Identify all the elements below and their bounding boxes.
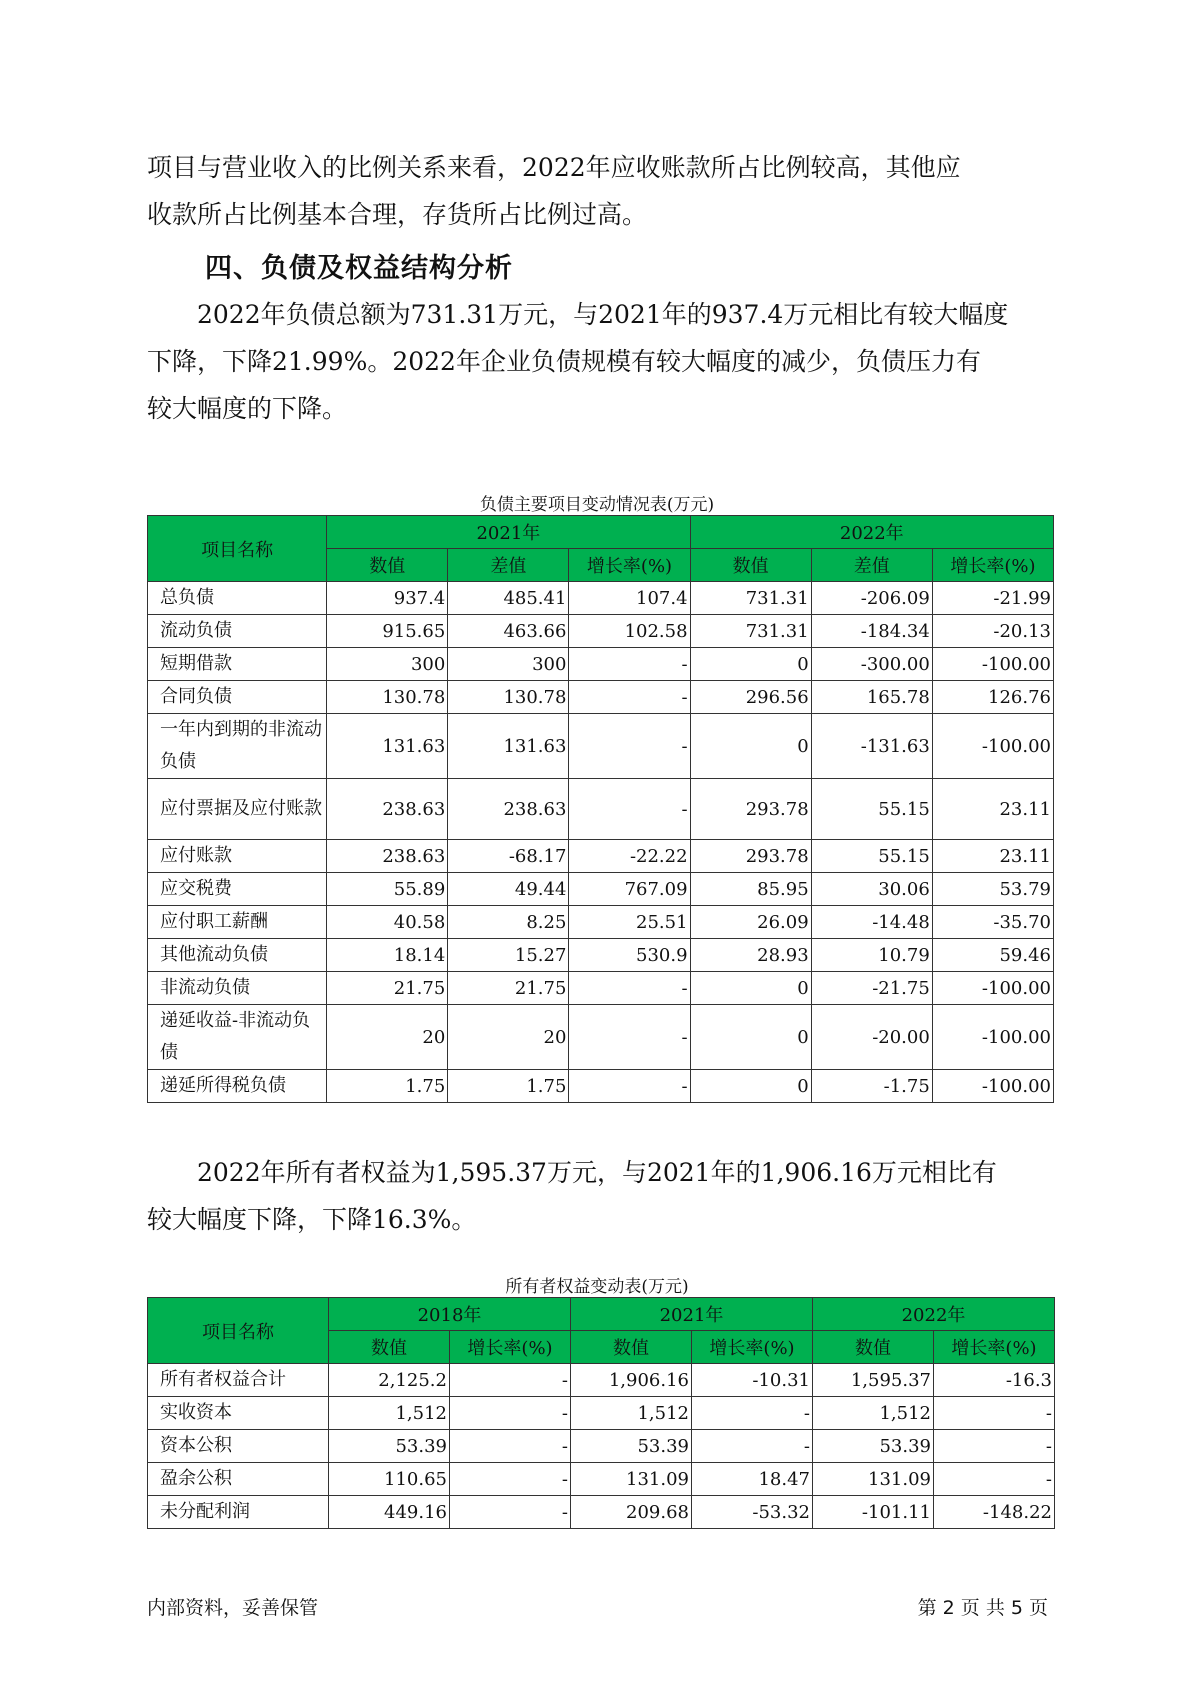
liabilities-table	[147, 515, 1054, 1103]
table-cell: 1,595.37	[813, 1364, 934, 1397]
equity-table-body	[148, 1364, 1055, 1529]
table-row	[148, 615, 1054, 648]
liab-subheader: 增长率(%)	[932, 549, 1053, 582]
table-cell: -	[692, 1397, 813, 1430]
table-cell: 15.27	[448, 939, 569, 972]
table-cell: -101.11	[813, 1496, 934, 1529]
row-label: 合同负债	[148, 681, 327, 714]
table-cell: 449.16	[329, 1496, 450, 1529]
table-cell: 165.78	[811, 681, 932, 714]
table-cell: 28.93	[690, 939, 811, 972]
table-cell: 0	[690, 972, 811, 1005]
table-row	[148, 1005, 1054, 1070]
table-cell: -	[569, 1005, 690, 1070]
table-row	[148, 1496, 1055, 1529]
table-cell: 1,512	[329, 1397, 450, 1430]
table-cell: -	[934, 1430, 1055, 1463]
liab-header-year-2021: 2021年	[327, 516, 690, 549]
table-cell: -16.3	[934, 1364, 1055, 1397]
row-label: 实收资本	[148, 1397, 329, 1430]
table-cell: -	[934, 1397, 1055, 1430]
table-cell: -20.00	[811, 1005, 932, 1070]
table-cell: 209.68	[571, 1496, 692, 1529]
table-cell: 1.75	[327, 1070, 448, 1103]
table-cell: 238.63	[327, 840, 448, 873]
intro-line-1: 项目与营业收入的比例关系来看，2022年应收账款所占比例较高，其他应	[147, 153, 961, 182]
table-cell: 53.79	[932, 873, 1053, 906]
table-cell: 21.75	[448, 972, 569, 1005]
table-cell: -35.70	[932, 906, 1053, 939]
table-cell: -100.00	[932, 1070, 1053, 1103]
table-cell: -	[450, 1496, 571, 1529]
table-cell: 20	[448, 1005, 569, 1070]
intro-paragraph	[147, 144, 1047, 238]
table-cell: -	[450, 1430, 571, 1463]
table-cell: 530.9	[569, 939, 690, 972]
liab-subheader: 增长率(%)	[569, 549, 690, 582]
table-cell: 131.09	[571, 1463, 692, 1496]
table-cell: 2,125.2	[329, 1364, 450, 1397]
row-label: 短期借款	[148, 648, 327, 681]
row-label: 流动负债	[148, 615, 327, 648]
table-row	[148, 939, 1054, 972]
intro-line-2: 收款所占比例基本合理，存货所占比例过高。	[147, 200, 648, 229]
table-cell: 731.31	[690, 582, 811, 615]
liab-subheader: 差值	[811, 549, 932, 582]
table-cell: -	[450, 1463, 571, 1496]
table-cell: 463.66	[448, 615, 569, 648]
table-cell: -	[569, 1070, 690, 1103]
row-label: 递延收益-非流动负债	[148, 1005, 327, 1070]
row-label: 应交税费	[148, 873, 327, 906]
table-cell: 731.31	[690, 615, 811, 648]
table-cell: 130.78	[448, 681, 569, 714]
table-cell: -100.00	[932, 1005, 1053, 1070]
table-cell: 59.46	[932, 939, 1053, 972]
equity-table	[147, 1297, 1055, 1529]
equity-line-2: 较大幅度下降，下降16.3%。	[147, 1205, 477, 1234]
table-cell: 53.39	[571, 1430, 692, 1463]
row-label: 递延所得税负债	[148, 1070, 327, 1103]
table-cell: 131.63	[327, 714, 448, 779]
table-cell: 485.41	[448, 582, 569, 615]
row-label: 非流动负债	[148, 972, 327, 1005]
table-row	[148, 1463, 1055, 1496]
table-row	[148, 840, 1054, 873]
liab-header-name: 项目名称	[148, 516, 327, 582]
table-row	[148, 972, 1054, 1005]
table-cell: 21.75	[327, 972, 448, 1005]
table-cell: -53.32	[692, 1496, 813, 1529]
table-cell: 55.89	[327, 873, 448, 906]
table-row	[148, 648, 1054, 681]
table-cell: 915.65	[327, 615, 448, 648]
table-cell: 300	[327, 648, 448, 681]
table-cell: 18.14	[327, 939, 448, 972]
table-cell: 1,906.16	[571, 1364, 692, 1397]
liabilities-paragraph	[147, 291, 1047, 432]
table-cell: 130.78	[327, 681, 448, 714]
table-cell: 55.15	[811, 840, 932, 873]
liabilities-line-2: 下降，下降21.99%。2022年企业负债规模有较大幅度的减少，负债压力有	[147, 347, 981, 376]
table-cell: -	[450, 1397, 571, 1430]
table-cell: -	[692, 1430, 813, 1463]
table-cell: 131.63	[448, 714, 569, 779]
table-cell: -21.75	[811, 972, 932, 1005]
table-cell: -206.09	[811, 582, 932, 615]
table-row	[148, 1070, 1054, 1103]
equity-subheader: 增长率(%)	[692, 1331, 813, 1364]
table-cell: 55.15	[811, 779, 932, 840]
table-cell: -100.00	[932, 972, 1053, 1005]
section-heading: 四、负债及权益结构分析	[205, 253, 513, 284]
liabilities-table-body	[148, 582, 1054, 1103]
table-cell: -300.00	[811, 648, 932, 681]
table-row	[148, 1397, 1055, 1430]
table-row	[148, 714, 1054, 779]
table-cell: 0	[690, 1005, 811, 1070]
liab-subheader: 数值	[327, 549, 448, 582]
table-cell: 18.47	[692, 1463, 813, 1496]
table-cell: 296.56	[690, 681, 811, 714]
liabilities-table-caption: 负债主要项目变动情况表(万元)	[479, 495, 715, 515]
row-label: 所有者权益合计	[148, 1364, 329, 1397]
equity-subheader: 数值	[329, 1331, 450, 1364]
table-cell: -	[569, 779, 690, 840]
row-label: 一年内到期的非流动负债	[148, 714, 327, 779]
liab-subheader: 差值	[448, 549, 569, 582]
table-cell: 1,512	[571, 1397, 692, 1430]
equity-subheader: 数值	[813, 1331, 934, 1364]
table-cell: -21.99	[932, 582, 1053, 615]
row-label: 其他流动负债	[148, 939, 327, 972]
row-label: 应付账款	[148, 840, 327, 873]
equity-header-year-2018: 2018年	[329, 1298, 571, 1331]
table-cell: 0	[690, 1070, 811, 1103]
table-cell: -	[569, 681, 690, 714]
table-cell: 937.4	[327, 582, 448, 615]
table-cell: 53.39	[813, 1430, 934, 1463]
equity-header-year-2021: 2021年	[571, 1298, 813, 1331]
table-cell: 20	[327, 1005, 448, 1070]
table-cell: 238.63	[327, 779, 448, 840]
table-cell: 30.06	[811, 873, 932, 906]
footer-confidential-note: 内部资料，妥善保管	[147, 1597, 319, 1619]
equity-header-year-2022: 2022年	[813, 1298, 1055, 1331]
table-cell: 131.09	[813, 1463, 934, 1496]
table-cell: -	[569, 714, 690, 779]
table-cell: -68.17	[448, 840, 569, 873]
table-cell: -100.00	[932, 714, 1053, 779]
table-cell: 8.25	[448, 906, 569, 939]
table-cell: -131.63	[811, 714, 932, 779]
table-cell: 300	[448, 648, 569, 681]
liab-subheader: 数值	[690, 549, 811, 582]
table-cell: 0	[690, 714, 811, 779]
table-cell: -	[450, 1364, 571, 1397]
liabilities-line-3: 较大幅度的下降。	[147, 394, 348, 423]
equity-subheader: 增长率(%)	[934, 1331, 1055, 1364]
row-label: 资本公积	[148, 1430, 329, 1463]
table-cell: -184.34	[811, 615, 932, 648]
table-cell: -14.48	[811, 906, 932, 939]
table-cell: 293.78	[690, 840, 811, 873]
equity-header-name: 项目名称	[148, 1298, 329, 1364]
table-cell: 1,512	[813, 1397, 934, 1430]
table-cell: -	[934, 1463, 1055, 1496]
table-row	[148, 873, 1054, 906]
table-cell: 293.78	[690, 779, 811, 840]
table-cell: -1.75	[811, 1070, 932, 1103]
table-cell: -	[569, 972, 690, 1005]
table-cell: 107.4	[569, 582, 690, 615]
table-cell: 126.76	[932, 681, 1053, 714]
footer-page-number: 第 2 页 共 5 页	[917, 1597, 1048, 1619]
row-label: 应付职工薪酬	[148, 906, 327, 939]
liab-header-year-2022: 2022年	[690, 516, 1053, 549]
row-label: 总负债	[148, 582, 327, 615]
row-label: 应付票据及应付账款	[148, 779, 327, 840]
table-row	[148, 582, 1054, 615]
table-cell: -148.22	[934, 1496, 1055, 1529]
equity-subheader: 数值	[571, 1331, 692, 1364]
equity-subheader: 增长率(%)	[450, 1331, 571, 1364]
table-row	[148, 681, 1054, 714]
table-cell: -10.31	[692, 1364, 813, 1397]
table-cell: -100.00	[932, 648, 1053, 681]
table-cell: 110.65	[329, 1463, 450, 1496]
table-cell: 25.51	[569, 906, 690, 939]
table-cell: -20.13	[932, 615, 1053, 648]
table-row	[148, 1364, 1055, 1397]
table-row	[148, 906, 1054, 939]
table-cell: 26.09	[690, 906, 811, 939]
table-cell: 102.58	[569, 615, 690, 648]
equity-paragraph	[147, 1149, 1047, 1243]
table-cell: 85.95	[690, 873, 811, 906]
table-cell: 1.75	[448, 1070, 569, 1103]
equity-table-caption: 所有者权益变动表(万元)	[505, 1277, 689, 1297]
row-label: 未分配利润	[148, 1496, 329, 1529]
table-cell: 23.11	[932, 840, 1053, 873]
table-cell: 767.09	[569, 873, 690, 906]
table-cell: -22.22	[569, 840, 690, 873]
table-cell: 53.39	[329, 1430, 450, 1463]
row-label: 盈余公积	[148, 1463, 329, 1496]
table-cell: 0	[690, 648, 811, 681]
table-cell: 49.44	[448, 873, 569, 906]
table-row	[148, 1430, 1055, 1463]
equity-line-1: 2022年所有者权益为1,595.37万元，与2021年的1,906.16万元相比有	[197, 1158, 997, 1187]
table-cell: 10.79	[811, 939, 932, 972]
table-cell: 23.11	[932, 779, 1053, 840]
table-cell: 40.58	[327, 906, 448, 939]
table-cell: -	[569, 648, 690, 681]
liabilities-line-1: 2022年负债总额为731.31万元，与2021年的937.4万元相比有较大幅度	[197, 300, 1009, 329]
table-cell: 238.63	[448, 779, 569, 840]
table-row	[148, 779, 1054, 840]
